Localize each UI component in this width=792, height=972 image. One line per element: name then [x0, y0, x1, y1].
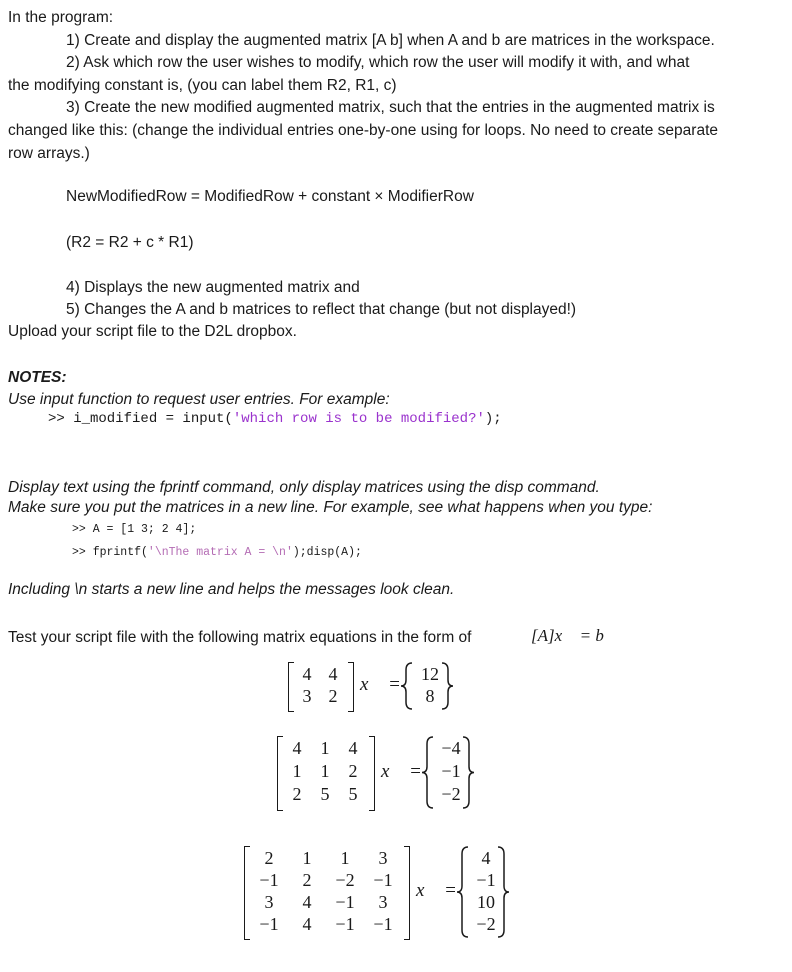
upload-text: Upload your script file to the D2L dropbox. [8, 323, 297, 340]
matrix-3-cell: 1 [302, 848, 312, 868]
vector-3-cell: −2 [476, 914, 496, 934]
matrix-2-cell: 4 [292, 738, 302, 758]
matrix-2-cell: 2 [292, 784, 302, 804]
matrix-3-cell: −1 [335, 914, 355, 934]
matrix-3-cell: −1 [259, 870, 279, 890]
matrix-2-cell: 2 [348, 761, 358, 781]
vector-3-cell: −1 [476, 870, 496, 890]
code-input-string: 'which row is to be modified?' [232, 411, 485, 427]
matrix-3-right-bracket [404, 846, 410, 940]
matrix-1-cell: 3 [302, 686, 312, 706]
matrix-3-cell: −2 [335, 870, 355, 890]
matrix-2-cell: 5 [320, 784, 330, 804]
matrix-3-cell: 3 [264, 892, 274, 912]
equation-1-x-equals: x⃗ = [360, 674, 401, 695]
notes-disp-2: Make sure you put the matrices in a new line. For example, see what happens when you type: [8, 499, 653, 516]
matrix-3-cell: 1 [340, 848, 350, 868]
formula: NewModifiedRow = ModifiedRow + constant × ModifierRow [66, 188, 474, 205]
vector-2-cell: −1 [441, 761, 461, 781]
step-4: 4) Displays the new augmented matrix and [66, 279, 360, 296]
code-input-suffix: ); [484, 411, 502, 427]
intro-text: In the program: [8, 9, 114, 26]
matrix-3-cell: −1 [335, 892, 355, 912]
matrix-3-cell: −1 [259, 914, 279, 934]
matrix-2-cell: 5 [348, 784, 358, 804]
step-3: 3) Create the new modified augmented matrix, such that the entries in the augmented matrix is [66, 99, 715, 116]
step-2: 2) Ask which row the user wishes to modify, which row the user will modify it with, and what [66, 54, 690, 71]
notes-disp-1: Display text using the fprintf command, only display matrices using the disp command. [8, 479, 600, 496]
matrix-3-cell: 4 [302, 892, 312, 912]
notes-newline: Including \n starts a new line and helps the messages look clean. [8, 581, 455, 598]
matrix-2-cell: 4 [348, 738, 358, 758]
formula-example: (R2 = R2 + c * R1) [66, 234, 194, 251]
code-fprintf-prefix: >> fprintf( [72, 546, 148, 559]
vector-2-cell: −2 [441, 784, 461, 804]
vector-1-cell: 12 [421, 664, 439, 684]
step-2-cont: the modifying constant is, (you can label them R2, R1, c) [8, 77, 397, 94]
matrix-3-cell: 4 [302, 914, 312, 934]
matrix-1-right-bracket [348, 662, 354, 712]
notes-input: Use input function to request user entries. For example: [8, 391, 390, 408]
matrix-3-cell: −1 [373, 914, 393, 934]
matrix-1-cell: 4 [302, 664, 312, 684]
matrix-2-right-bracket [369, 736, 375, 811]
vector-1-left-brace [401, 663, 412, 709]
matrix-2-cell: 1 [320, 738, 330, 758]
vector-3-left-brace [457, 847, 468, 937]
matrix-3-cell: 3 [378, 892, 388, 912]
code-fprintf-string: '\nThe matrix A = \n' [147, 546, 293, 559]
matrix-3-cell: 3 [378, 848, 388, 868]
matrix-3-cell: 2 [264, 848, 274, 868]
vector-3-cell: 4 [481, 848, 491, 868]
matrix-3-cell: 2 [302, 870, 312, 890]
test-math: [A]x⃗ = b⃗ [531, 626, 618, 645]
vector-2-left-brace [422, 737, 433, 808]
step-3-cont: changed like this: (change the individual entries one-by-one using for loops. No need to create separate [8, 122, 719, 139]
vector-3-cell: 10 [477, 892, 495, 912]
code-fprintf-suffix: );disp(A); [292, 546, 362, 559]
code-a-example: >> A = [1 3; 2 4]; [72, 523, 197, 536]
step-5: 5) Changes the A and b matrices to reflect that change (but not displayed!) [66, 301, 577, 318]
code-input-example [48, 410, 502, 428]
vector-1-cell: 8 [425, 686, 435, 706]
code-fprintf-example [72, 544, 362, 562]
matrix-1-cell: 2 [328, 686, 338, 706]
vector-2-cell: −4 [441, 738, 461, 758]
step-3-cont2: row arrays.) [8, 145, 90, 162]
equation-3-x-equals: x⃗ = [416, 880, 457, 901]
notes-title: NOTES: [8, 369, 67, 386]
equation-2-x-equals: x⃗ = [381, 760, 422, 782]
matrix-3-cell: −1 [373, 870, 393, 890]
matrix-1-cell: 4 [328, 664, 338, 684]
test-text: Test your script file with the following matrix equations in the form of [8, 629, 472, 646]
matrix-2-cell: 1 [320, 761, 330, 781]
matrix-2-cell: 1 [292, 761, 302, 781]
step-1: 1) Create and display the augmented matrix [A b] when A and b are matrices in the workspace. [66, 32, 715, 49]
code-input-prefix: >> i_modified = input( [48, 411, 233, 427]
